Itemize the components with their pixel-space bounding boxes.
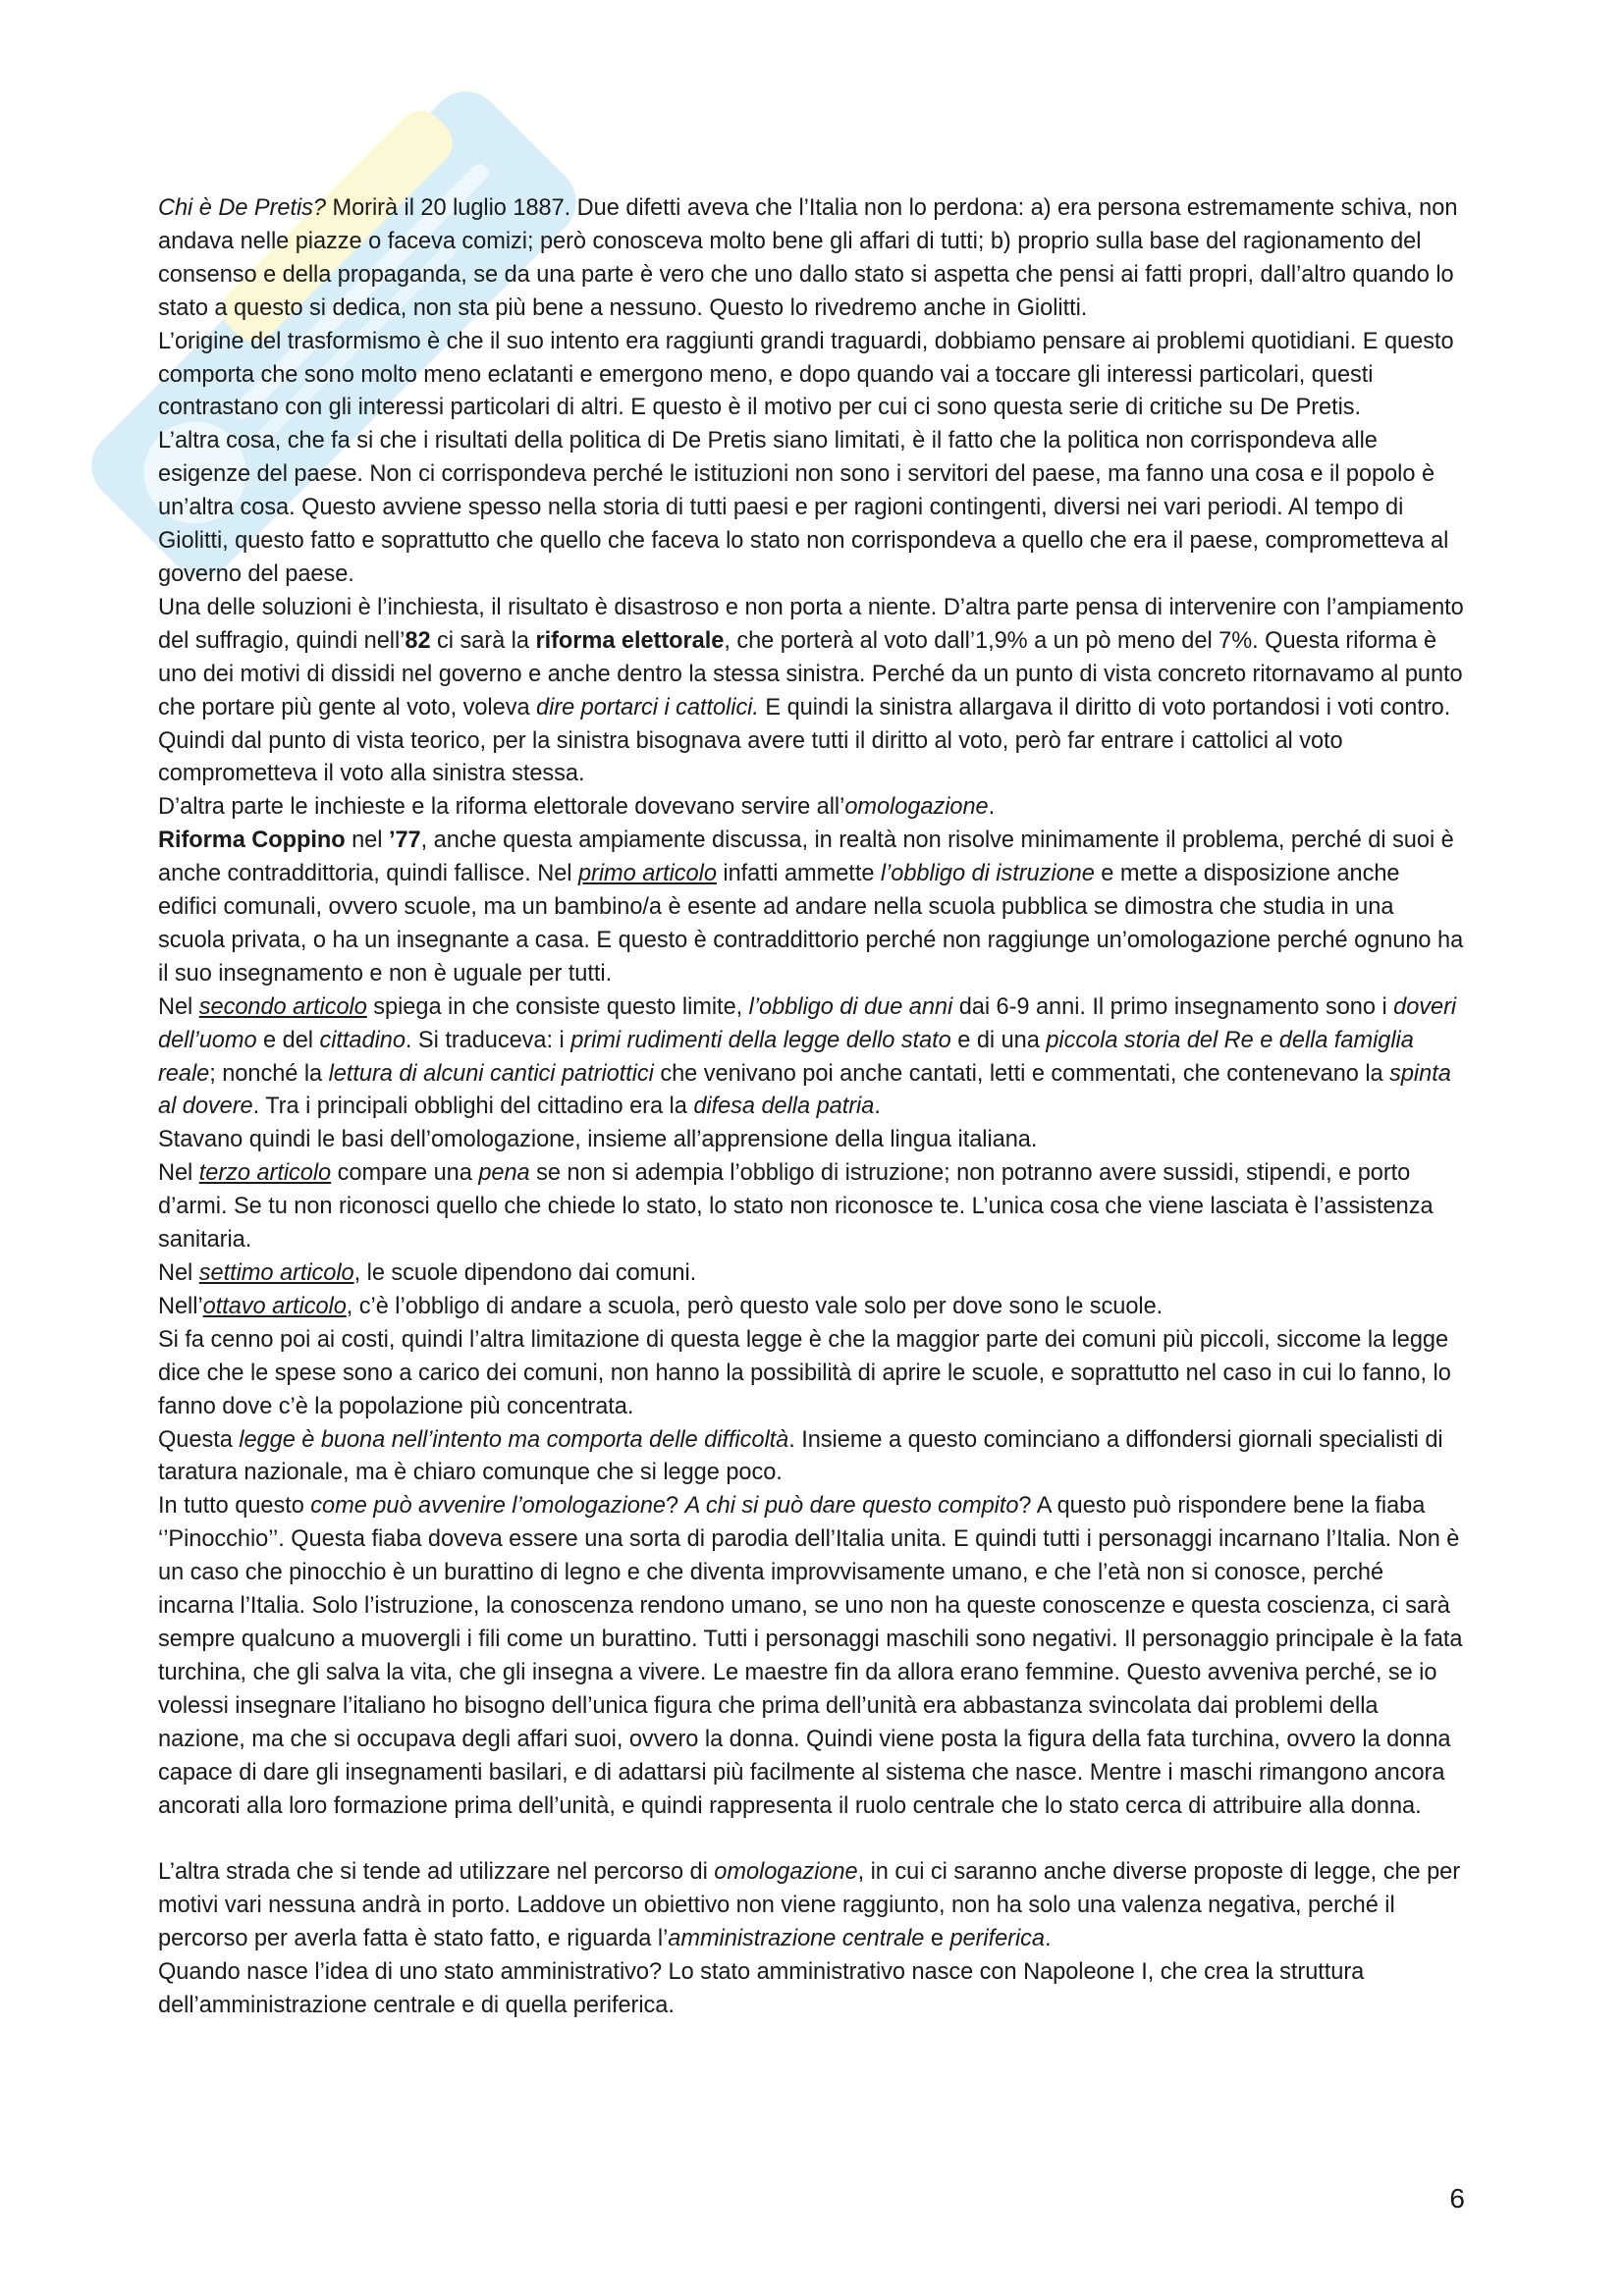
- text-segment: l’obbligo di due anni: [748, 993, 953, 1020]
- text-segment: difesa della patria: [693, 1094, 875, 1120]
- text-segment: cittadino: [319, 1027, 406, 1053]
- text-segment: se non si adempia l’obbligo di istruzione; non potranno avere sussidi, stipendi, e porto d’armi. Se tu non riconosci quello che chiede lo stato, lo stato non riconosce te. L’unica cosa che viene lasciata è l’assistenza sanitaria.: [158, 1160, 1434, 1254]
- text-segment: Nel: [158, 993, 199, 1020]
- text-segment: omologazione: [844, 794, 989, 821]
- text-segment: amministrazione centrale: [668, 1926, 925, 1952]
- text-segment: D’altra parte le inchieste e la riforma elettorale dovevano servire all’: [158, 794, 845, 821]
- underlined-segment: [578, 861, 717, 886]
- text-segment: A chi si può dare questo compito: [684, 1493, 1019, 1520]
- text-segment: , c’è l’obbligo di andare a scuola, però questo vale solo per dove sono le scuole.: [346, 1293, 1164, 1319]
- text-segment: Una delle soluzioni è l’inchiesta, il risultato è disastroso e non porta a niente. D’altra parte pensa di intervenire con l’ampiamento del suffragio, quindi nell’: [158, 594, 1464, 654]
- underlined-segment: [199, 994, 367, 1020]
- text-segment: L’altra cosa, che fa si che i risultati della politica di De Pretis siano limitati, è il fatto che la politica non corrispondeva alle esigenze del paese. Non ci corrispondeva perché le istituzioni non sono i servitori del paese, ma fanno una cosa e il popolo è un’altra cosa. Questo avviene spesso nella storia di tutti paesi e per ragioni contingenti, diversi nei vari periodi. Al tempo di Giolitti, questo fatto e soprattutto che quello che faceva lo stato non corrispondeva a quello che era il paese, comprometteva al governo del paese.: [158, 428, 1449, 587]
- document-body: [158, 192, 1464, 2023]
- text-segment: legge è buona nell’intento ma comporta delle difficoltà: [239, 1426, 789, 1453]
- text-segment: . Tra i principali obblighi del cittadino era la: [252, 1094, 694, 1120]
- text-segment: primi rudimenti della legge dello stato: [570, 1027, 951, 1053]
- text-segment: e del: [256, 1027, 320, 1053]
- paragraph-p4: [158, 592, 1464, 725]
- text-segment: dai 6-9 anni. Il primo insegnamento sono i: [952, 993, 1394, 1020]
- text-segment: , in cui ci saranno anche diverse proposte di legge, che per motivi vari nessuna andrà in porto. Laddove un obiettivo non viene raggiunto, non ha solo una valenza negativa, perché il percorso per averla fatta è stato fatto, e riguarda l’: [158, 1859, 1461, 1952]
- text-segment: periferica: [949, 1926, 1045, 1952]
- text-segment: L’origine del trasformismo è che il suo intento era raggiunti grandi traguardi, dobbiamo pensare ai problemi quotidiani. E questo comporta che sono molto meno eclatanti e emergono meno, e dopo quando vai a toccare gli interessi particolari, questi contrastano con gli interessi particolari di altri. E questo è il motivo per cui ci sono questa serie di critiche su De Pretis.: [158, 328, 1454, 421]
- paragraph-p15: [158, 1490, 1464, 1823]
- text-segment: secondo articolo: [198, 993, 367, 1020]
- paragraph-p3: [158, 425, 1464, 592]
- text-segment: Questa: [158, 1426, 240, 1453]
- text-segment: spiega in che consiste questo limite,: [366, 993, 749, 1020]
- text-segment: ottavo articolo: [202, 1293, 347, 1319]
- paragraph-p11: [158, 1257, 1464, 1291]
- text-segment: ?: [666, 1493, 685, 1520]
- text-segment: , anche questa ampiamente discussa, in realtà non risolve minimamente il problema, perché di suoi è anche contraddittoria, quindi fallisce. Nel: [158, 828, 1454, 887]
- paragraph-p17: [158, 1956, 1464, 2023]
- paragraph-p14: [158, 1424, 1464, 1491]
- text-segment: .: [874, 1094, 881, 1120]
- text-segment: .: [1044, 1926, 1052, 1952]
- text-segment: infatti ammette: [716, 861, 881, 887]
- text-segment: E quindi la sinistra allargava il diritto di voto portandosi i voti contro.: [758, 694, 1451, 721]
- text-segment: 82: [405, 627, 431, 654]
- paragraph-p9: [158, 1124, 1464, 1157]
- page-number: 6: [1449, 2183, 1465, 2214]
- text-segment: settimo articolo: [198, 1260, 354, 1286]
- underlined-segment: [199, 1260, 354, 1286]
- paragraph-p1: [158, 192, 1464, 326]
- text-segment: ’77: [388, 828, 421, 854]
- text-segment: e mette a disposizione anche edifici comunali, ovvero scuole, ma un bambino/a è esente ad andare nella scuola pubblica se dimostra che studia in una scuola privata, o ha un insegnante a casa. E questo è contraddittorio perché non raggiunge un’omologazione perché ognuno ha il suo insegnamento e non è uguale per tutti.: [158, 861, 1464, 987]
- text-segment: doveri dell’uomo: [158, 993, 1457, 1053]
- text-segment: , che porterà al voto dall’1,9% a un pò meno del 7%. Questa riforma è uno dei motivi di dissidi nel governo e anche dentro la stessa sinistra. Perché da un punto di vista concreto ritornavamo al punto che portare più gente al voto, voleva: [158, 627, 1463, 721]
- text-segment: . Si traduceva: i: [405, 1027, 571, 1053]
- paragraph-p13: [158, 1324, 1464, 1424]
- text-segment: e: [924, 1926, 950, 1952]
- text-segment: , le scuole dipendono dai comuni.: [353, 1260, 697, 1286]
- text-segment: ci sarà la: [430, 627, 536, 654]
- text-segment: Chi è De Pretis?: [158, 195, 326, 221]
- text-segment: Stavano quindi le basi dell’omologazione, insieme all’apprensione della lingua italiana.: [158, 1127, 1038, 1153]
- paragraph-p16: [158, 1856, 1464, 1956]
- paragraph-p2: [158, 326, 1464, 426]
- paragraph-p6: [158, 791, 1464, 825]
- text-segment: Si fa cenno poi ai costi, quindi l’altra limitazione di questa legge è che la maggior parte dei comuni più piccoli, siccome la legge dice che le spese sono a carico dei comuni, non hanno la possibilità di aprire le scuole, e soprattutto nel caso in cui lo fanno, lo fanno dove c’è la popolazione più concentrata.: [158, 1326, 1451, 1419]
- text-segment: e di una: [950, 1027, 1047, 1053]
- text-segment: terzo articolo: [198, 1160, 332, 1187]
- text-segment: che venivano poi anche cantati, letti e commentati, che contenevano la: [653, 1060, 1390, 1087]
- text-segment: primo articolo: [577, 861, 717, 887]
- text-segment: spinta al dovere: [158, 1060, 1451, 1120]
- text-segment: nel: [345, 828, 389, 854]
- text-segment: piccola storia del Re e della famiglia reale: [158, 1027, 1414, 1087]
- paragraph-p10: [158, 1157, 1464, 1257]
- text-segment: pena: [478, 1160, 530, 1187]
- text-segment: Quindi dal punto di vista teorico, per la sinistra bisognava avere tutti il diritto al voto, però far entrare i cattolici al voto comprometteva il voto alla sinistra stessa.: [158, 727, 1343, 787]
- text-segment: come può avvenire l’omologazione: [310, 1493, 666, 1520]
- text-segment: ; nonché la: [209, 1060, 329, 1087]
- text-segment: L’altra strada che si tende ad utilizzare nel percorso di: [158, 1859, 715, 1886]
- text-segment: Morirà il 20 luglio 1887. Due difetti aveva che l’Italia non lo perdona: a) era persona estremamente schiva, non andava nelle piazze o faceva comizi; però conosceva molto bene gli affari di tutti; b) proprio sulla base del ragionamento del consenso e della propaganda, se da una parte è vero che uno dallo stato si aspetta che pensi ai fatti propri, dall’altro quando lo stato a questo si dedica, non sta più bene a nessuno. Questo lo rivedremo anche in Giolitti.: [158, 195, 1458, 321]
- text-segment: riforma elettorale: [535, 627, 725, 654]
- text-segment: compare una: [331, 1160, 479, 1187]
- paragraph-p7: [158, 825, 1464, 991]
- underlined-segment: [203, 1294, 347, 1319]
- text-segment: Nel: [158, 1260, 199, 1286]
- text-segment: Nell’: [158, 1293, 203, 1319]
- text-segment: In tutto questo: [158, 1493, 311, 1520]
- text-segment: lettura di alcuni cantici patriottici: [328, 1060, 654, 1087]
- paragraph-p12: [158, 1291, 1464, 1324]
- text-segment: .: [988, 794, 996, 821]
- text-segment: Quando nasce l’idea di uno stato amministrativo? Lo stato amministrativo nasce con Napoleone I, che crea la struttura dell’amministrazione centrale e di quella periferica.: [158, 1959, 1365, 2018]
- text-segment: Riforma Coppino: [158, 828, 346, 854]
- text-segment: . Insieme a questo cominciano a diffondersi giornali specialisti di taratura nazionale, ma è chiaro comunque che si legge poco.: [158, 1426, 1443, 1486]
- text-segment: ? A questo può rispondere bene la fiaba ‘’Pinocchio’’. Questa fiaba doveva essere una sorta di parodia dell’Italia unita. E quindi tutti i personaggi incarnano l’Italia. Non è un caso che pinocchio è un burattino di legno e che diventa improvvisamente umano, e che l’età non si conosce, perché incarna l’Italia. Solo l’istruzione, la conoscenza rendono umano, se uno non ha queste conoscenze e questa coscienza, ci sarà sempre qualcuno a muovergli i fili come un burattino. Tutti i personaggi maschili sono negativi. Il personaggio principale è la fata turchina, che gli salva la vita, che gli insegna a vivere. Le maestre fin da allora erano femmine. Questo avveniva perché, se io volessi insegnare l’italiano ho bisogno dell’unica figura che prima dell’unità era abbastanza svincolata dai problemi della nazione, ma che si occupava degli affari suoi, ovvero la donna. Quindi viene posta la figura della fata turchina, ovvero la donna capace di dare gli insegnamenti basilari, e di adattarsi più facilmente al sistema che nasce. Mentre i maschi rimangono ancora ancorati alla loro formazione prima dell’unità, e quindi rappresenta il ruolo centrale che lo stato cerca di attribuire alla donna.: [158, 1493, 1463, 1819]
- paragraph-p5: [158, 725, 1464, 792]
- text-segment: omologazione: [714, 1859, 858, 1886]
- paragraph-p8: [158, 991, 1464, 1125]
- text-segment: Nel: [158, 1160, 199, 1187]
- text-segment: dire portarci i cattolici.: [536, 694, 759, 721]
- text-segment: l’obbligo di istruzione: [880, 861, 1095, 887]
- underlined-segment: [199, 1160, 331, 1186]
